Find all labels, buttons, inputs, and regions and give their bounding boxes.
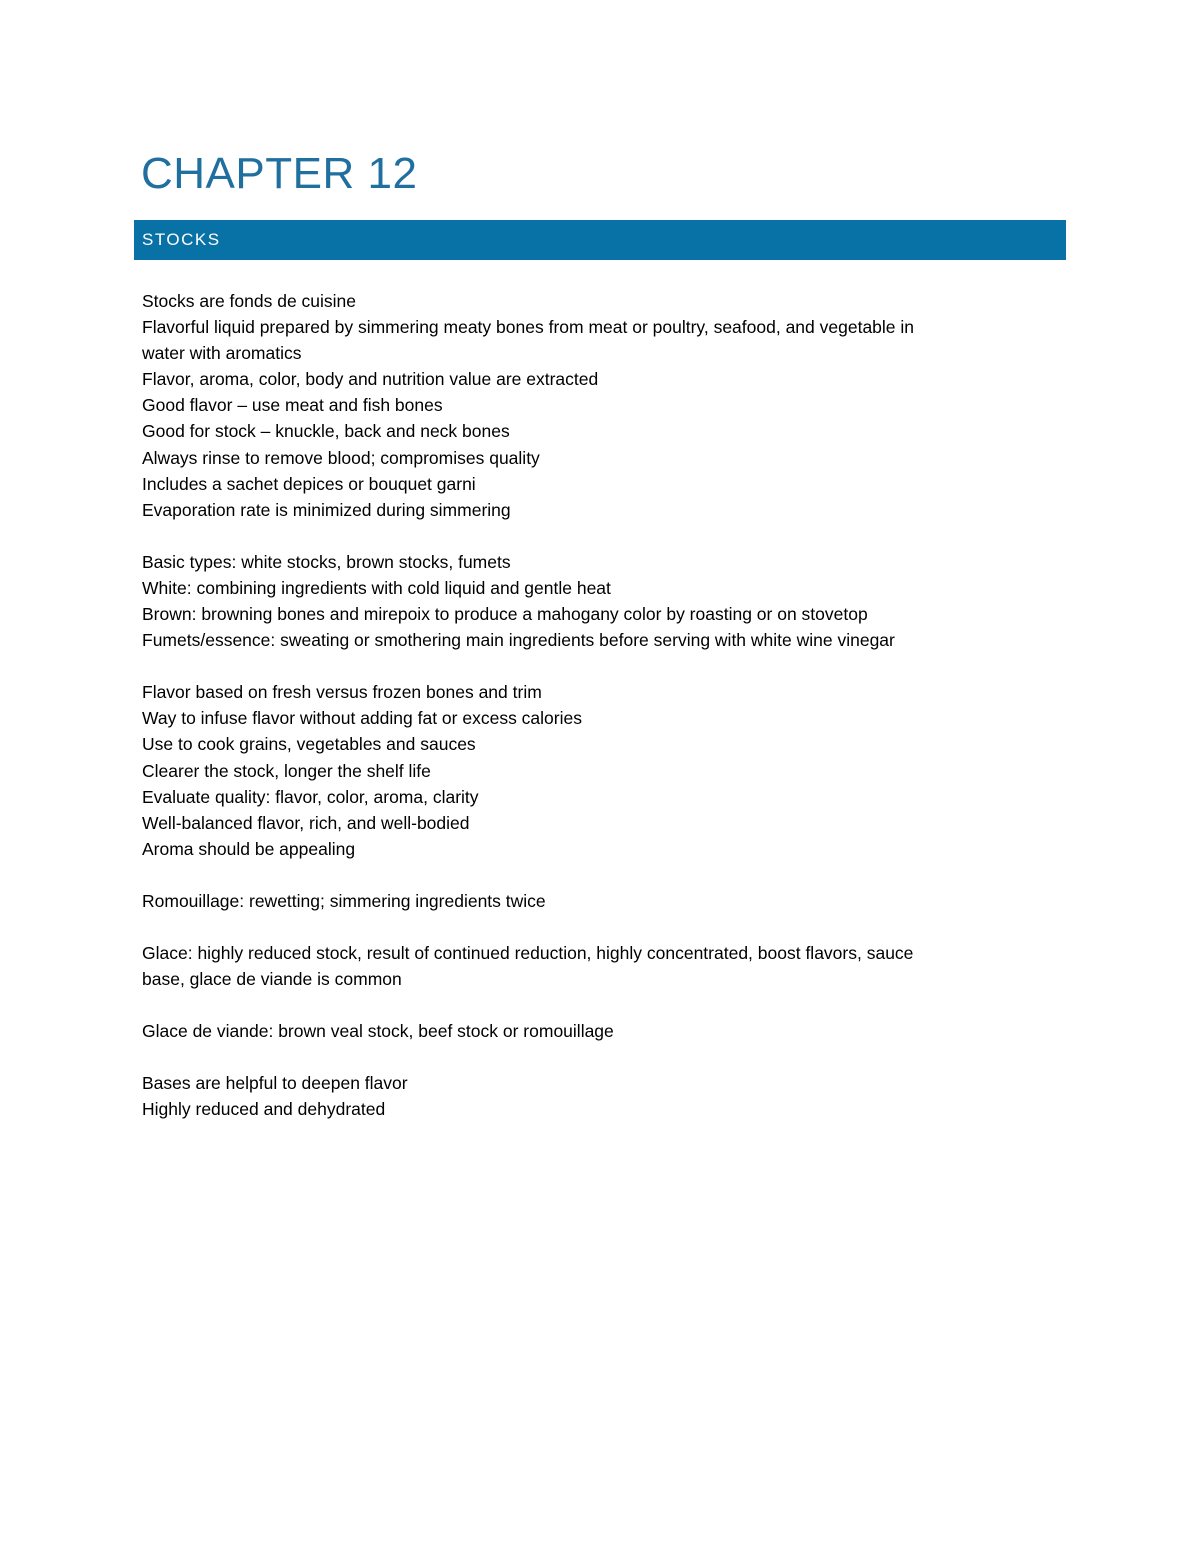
text-line: Stocks are fonds de cuisine xyxy=(142,291,357,311)
paragraph xyxy=(142,940,1042,992)
text-line: Glace de viande: brown veal stock, beef stock or romouillage xyxy=(142,1021,614,1042)
text-line: Flavorful liquid prepared by simmering meaty bones from meat or poultry, seafood, and vegetable in xyxy=(142,317,915,338)
text-line: water with aromatics xyxy=(142,343,302,364)
text-line: Evaluate quality: flavor, color, aroma, clarity xyxy=(142,786,479,807)
body-text xyxy=(142,288,1042,1148)
text-line: Flavor, aroma, color, body and nutrition value are extracted xyxy=(142,369,599,390)
text-line: Highly reduced and dehydrated xyxy=(142,1099,386,1120)
text-line: Bases are helpful to deepen flavor xyxy=(142,1073,408,1094)
text-line: Well-balanced flavor, rich, and well-bodied xyxy=(142,812,470,833)
paragraph xyxy=(142,1018,1042,1044)
chapter-title: CHAPTER 12 xyxy=(141,149,418,198)
paragraph xyxy=(142,1070,1042,1122)
text-line: Includes a sachet depices or bouquet garni xyxy=(142,473,476,494)
text-line: Fumets/essence: sweating or smothering main ingredients before serving with white wine vinegar xyxy=(142,630,895,651)
text-line: base, glace de viande is common xyxy=(142,969,402,990)
paragraph xyxy=(142,549,1042,653)
text-line: Flavor based on fresh versus frozen bones and trim xyxy=(142,682,542,703)
paragraph xyxy=(142,679,1042,862)
paragraph xyxy=(142,288,1042,523)
text-line: Good flavor – use meat and fish bones xyxy=(142,395,443,416)
text-line: Always rinse to remove blood; compromises quality xyxy=(142,447,540,468)
text-line: White: combining ingredients with cold liquid and gentle heat xyxy=(142,577,611,598)
section-heading-bar xyxy=(134,220,1066,260)
text-line: Basic types: white stocks, brown stocks, fumets xyxy=(142,551,511,572)
text-line: Good for stock – knuckle, back and neck bones xyxy=(142,421,510,442)
section-heading: STOCKS xyxy=(142,230,221,249)
text-line: Use to cook grains, vegetables and sauces xyxy=(142,734,476,755)
text-line: Brown: browning bones and mirepoix to produce a mahogany color by roasting or on stovetop xyxy=(142,604,868,625)
text-line: Way to infuse flavor without adding fat or excess calories xyxy=(142,708,582,729)
text-line: Evaporation rate is minimized during simmering xyxy=(142,499,511,520)
text-line: Glace: highly reduced stock, result of continued reduction, highly concentrated, boost flavors, sauce xyxy=(142,942,914,963)
paragraph xyxy=(142,888,1042,914)
text-line: Aroma should be appealing xyxy=(142,838,356,859)
text-line: Romouillage: rewetting; simmering ingredients twice xyxy=(142,890,546,911)
text-line: Clearer the stock, longer the shelf life xyxy=(142,760,431,781)
